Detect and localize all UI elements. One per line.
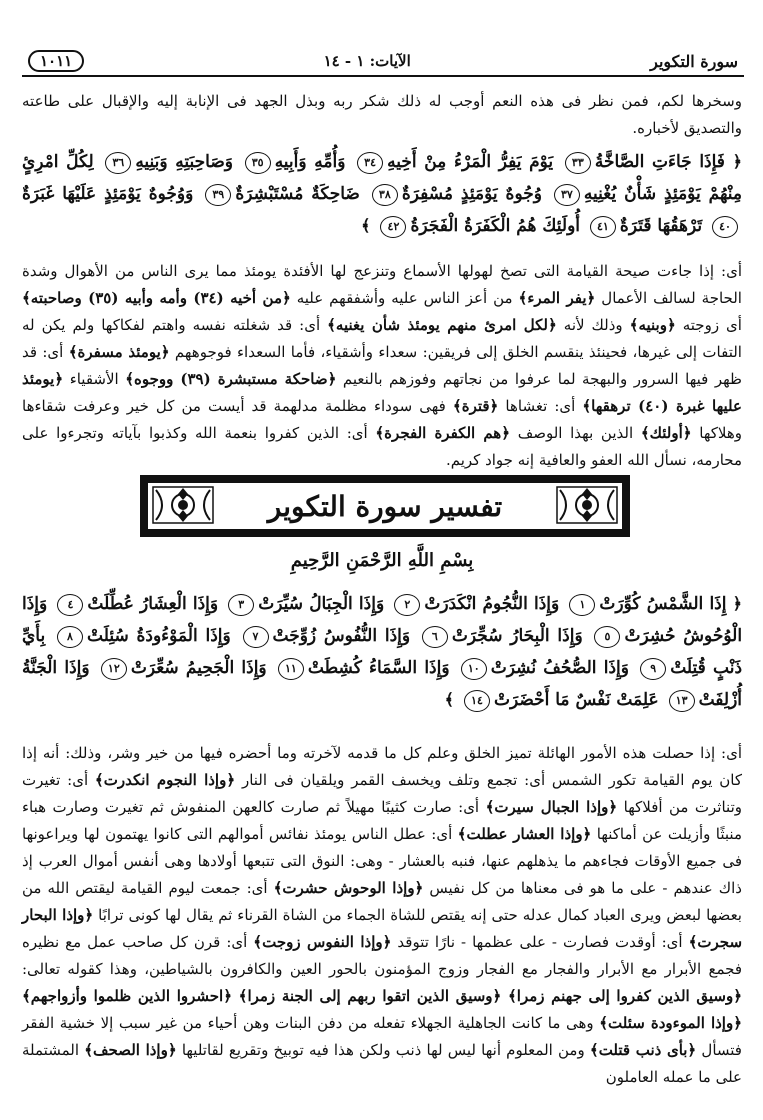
verse-text: يَوْمَ يَفِرُّ الْمَرْءُ مِنْ أَخِيهِ xyxy=(387,152,554,172)
verse-number: ٣٧ xyxy=(554,184,580,206)
intro-paragraph: وسخرها لكم، فمن نظر فى هذه النعم أوجب له ذلك شكر ربه وبذل الجهد فى الإنابة إليه والإقبال على طاعته والتصديق لأخباره. xyxy=(22,92,742,137)
quote: ﴿بأى ذنب قتلت﴾ xyxy=(589,1041,697,1059)
tafsir-text: أى: عطل الناس يومئذ نفائس أموالهم التى كانوا يهتمون لها ويراعونها فى جميع الأوقات فجاءهم ما يذهلهم عنها، فنبه بالعشار - وهى: النوق التى تتبعها أولادها وهى أنفس أموال العرب إذ ذاك عندهم - على ما هو فى معناها من كل نفيس xyxy=(22,825,742,897)
verse-text: وَوُجُوهٌ يَوْمَئِذٍ عَلَيْهَا غَبَرَةٌ xyxy=(22,184,194,204)
abasa-tafsir xyxy=(22,258,742,474)
verse-text: أُولَئِكَ هُمُ الْكَفَرَةُ الْفَجَرَةُ xyxy=(410,216,580,236)
verse-number: ٩ xyxy=(640,658,666,680)
banner-inner xyxy=(146,481,624,531)
quote: ﴿وإذا الصحف﴾ xyxy=(84,1041,177,1059)
verse-text: فَإِذَا جَاءَتِ الصَّاخَّةُ xyxy=(594,152,725,172)
verse-text: وَصَاحِبَتِهِ وَبَنِيهِ xyxy=(135,152,234,172)
verse-text: إِذَا الشَّمْسُ كُوِّرَتْ xyxy=(599,594,727,614)
verse-number: ٣٥ xyxy=(245,152,271,174)
tafsir-text: من أعز الناس عليه وأشفقهم عليه xyxy=(296,289,513,307)
verse-text: وَإِذَا النُّفُوسُ زُوِّجَتْ xyxy=(272,626,411,646)
tafsir-text: أى: صارت كثيبًا مهيلاً ثم صارت كالعهن المنفوش ثم تغيرت وصارت هباء منبثًا وأزيلت عن أماكنها xyxy=(22,798,742,843)
tafsir-text: وذلك لأنه xyxy=(563,316,623,334)
verse-number: ١٤ xyxy=(464,690,490,712)
verse-start-ornament: ﴿ xyxy=(732,594,743,613)
verse-text: وَأُمِّهِ وَأَبِيهِ xyxy=(274,152,346,172)
verse-text: وَإِذَا الْجِبَالُ سُيِّرَتْ xyxy=(258,594,385,614)
verse-number: ٣ xyxy=(228,594,254,616)
takwir-tafsir xyxy=(22,740,742,1091)
verse-number: ٤٢ xyxy=(380,216,406,238)
quote: ﴿وإذا الجبال سيرت﴾ xyxy=(485,798,618,816)
surah-title: تفسير سورة التكوير xyxy=(267,489,503,523)
verse-text: وَإِذَا الْجَحِيمُ سُعِّرَتْ xyxy=(130,658,267,678)
verse-number: ٦ xyxy=(422,626,448,648)
tafsir-text: أى: قد ظهر فيها السرور والبهجة لما عرفوا من نجاتهم وفوزهم بالنعيم xyxy=(22,343,742,388)
quote: ﴿ضاحكة مستبشرة (٣٩) ووجوه﴾ xyxy=(125,370,337,388)
quote: ﴿وإذا الموءودة سئلت﴾ xyxy=(599,1014,742,1032)
tafsir-text: فهى سوداء مظلمة مدلهمة قد أيست من كل خير وعرفت شقاءها وهلاكها xyxy=(22,397,742,442)
quote: ﴿أولئك﴾ xyxy=(640,424,692,442)
verse-text: ضَاحِكَةٌ مُسْتَبْشِرَةٌ xyxy=(235,184,360,204)
verse-number: ٣٩ xyxy=(205,184,231,206)
verse-text: وَإِذَا الْوُحُوشُ حُشِرَتْ xyxy=(22,594,743,646)
quote: ﴿وإذا النفوس زوجت﴾ xyxy=(253,933,392,951)
verse-text: بِأَيِّ ذَنْبٍ قُتِلَتْ xyxy=(22,626,743,678)
tafsir-text: أى: قرن كل صاحب عمل مع نظيره فجمع الأبرار مع الأبرار والفجار مع الفجار وزوج المؤمنون بالحور العين والكافرون بالشياطين، وهذا كقوله تعالى: xyxy=(22,933,742,978)
tafsir-text: أى: تغشاها xyxy=(505,397,576,415)
quote: ﴿يومئذ عليها غبرة (٤٠) ترهقها﴾ xyxy=(22,370,742,415)
quote: ﴿وبنيه﴾ xyxy=(629,316,676,334)
verse-number: ٤ xyxy=(57,594,83,616)
tafsir-text: وهى ما كانت الجاهلية الجهلاء تفعله من دفن البنات وهن أحياء من غير سبب إلا خشية الفقر فتسأل xyxy=(22,1014,742,1059)
tafsir-text: أى: إذا حصلت هذه الأمور الهائلة تميز الخلق وعلم كل ما قدمه لآخرته وما أحضره فيها من خير وشر، وذلك: أنه إذا كان يوم القيامة تكور الشمس أى: تجمع وتلف ويخسف القمر ويلقيان فى النار xyxy=(22,744,742,789)
surah-title-banner xyxy=(140,475,630,537)
verse-number: ٣٨ xyxy=(372,184,398,206)
basmala: بِسْمِ اللَّهِ الرَّحْمَنِ الرَّحِيمِ xyxy=(290,550,474,571)
verse-number: ٨ xyxy=(57,626,83,648)
tafsir-text: أى: قد شغلته نفسه واهتم لفكاكها ولم يكن له التفات إلى غيرها، فحينئذ ينقسم الخلق إلى فريقين: سعداء وأشقياء، فأما السعداء فوجوههم xyxy=(22,316,742,361)
tafsir-text: أى: أوقدت فصارت - على عظمها - نارًا تتوقد xyxy=(397,933,683,951)
verse-text: لِكُلِّ امْرِئٍ مِنْهُمْ يَوْمَئِذٍ شَأْنٌ يُغْنِيهِ xyxy=(22,152,743,204)
verse-text: وَإِذَا الْجَنَّةُ أُزْلِفَتْ xyxy=(22,658,742,710)
quote: ﴿يفر المرء﴾ xyxy=(518,289,596,307)
verse-number: ٤١ xyxy=(590,216,616,238)
tafsir-text: أى: الذين كفروا بنعمة الله وكذبوا بآياته وتجرءوا على محارمه، نسأل الله العفو والعافية إنه جواد كريم. xyxy=(22,424,742,469)
quote: ﴿يومئذ مسفرة﴾ xyxy=(68,343,170,361)
tafsir-text: المشتملة على ما عمله العاملون xyxy=(22,1041,742,1086)
verse-text: وَإِذَا الْعِشَارُ عُطِّلَتْ xyxy=(87,594,219,614)
arabesque-ornament-icon xyxy=(556,486,618,524)
verse-text: وَإِذَا الصُّحُفُ نُشِرَتْ xyxy=(490,658,629,678)
verse-text: تَرْهَقُهَا قَتَرَةٌ xyxy=(619,216,703,236)
tafsir-text: الأشقياء xyxy=(69,370,119,388)
verse-end-ornament: ﴾ xyxy=(444,690,455,709)
quote: ﴿وسيق الذين كفروا إلى جهنم زمرا﴾ ﴿وسيق الذين اتقوا ربهم إلى الجنة زمرا﴾ ﴿احشروا الذين ظلموا وأزواجهم﴾ xyxy=(22,987,742,1005)
verse-text: وَإِذَا الْمَوْءُودَةُ سُئِلَتْ xyxy=(87,626,231,646)
page-header xyxy=(22,47,744,77)
ayat-range: الآيات: ١ - ١٤ xyxy=(323,52,411,70)
verse-number: ٥ xyxy=(594,626,620,648)
takwir-verses xyxy=(22,588,742,716)
verse-number: ١١ xyxy=(278,658,304,680)
verse-number: ٣٣ xyxy=(565,152,591,174)
verse-number: ٢ xyxy=(394,594,420,616)
verse-number: ٣٦ xyxy=(105,152,131,174)
quote: ﴿وإذا النجوم انكدرت﴾ xyxy=(94,771,236,789)
quote: ﴿وإذا العشار عطلت﴾ xyxy=(457,825,592,843)
verse-number: ٧ xyxy=(243,626,269,648)
verse-text: وَإِذَا الْبِحَارُ سُجِّرَتْ xyxy=(451,626,583,646)
verse-text: وَإِذَا النُّجُومُ انْكَدَرَتْ xyxy=(424,594,560,614)
verse-number: ٤٠ xyxy=(712,216,738,238)
tafsir-text: أى زوجته xyxy=(682,316,742,334)
abasa-verses xyxy=(22,146,742,242)
verse-number: ١٠ xyxy=(461,658,487,680)
page-number: ١٠١١ xyxy=(28,50,84,72)
quote: ﴿وإذا البحار سجرت﴾ xyxy=(22,906,743,951)
tafsir-text: أى: تغيرت وتناثرت من أفلاكها xyxy=(22,771,742,816)
verse-text: عَلِمَتْ نَفْسٌ مَا أَحْضَرَتْ xyxy=(493,690,659,710)
verse-text: وَإِذَا السَّمَاءُ كُشِطَتْ xyxy=(307,658,450,678)
tafsir-text: ومن المعلوم أنها ليس لها ذنب ولكن هذا فيه توبيخ وتقريع لقاتليها xyxy=(181,1041,585,1059)
surah-name: سورة التكوير xyxy=(650,51,738,71)
tafsir-text: أى: إذا جاءت صيحة القيامة التى تصخ لهولها الأسماع وتنزعج لها الأفئدة يومئذ مما يرى الناس من الأهوال وشدة الحاجة لسالف الأعمال xyxy=(22,262,742,307)
arabesque-ornament-icon xyxy=(152,486,214,524)
quote: ﴿من أخيه (٣٤) وأمه وأبيه (٣٥) وصاحبته﴾ xyxy=(22,289,291,307)
tafsir-text: الذين بهذا الوصف xyxy=(517,424,634,442)
quote: ﴿وإذا الوحوش حشرت﴾ xyxy=(273,879,424,897)
tafsir-text: أى: جمعت ليوم القيامة ليقتص الله من بعضها لبعض ويرى العباد كمال عدله حتى إنه يقتص للشاة الجماء من الشاة القرناء ثم يقال لها كونى ترابًا xyxy=(22,879,742,924)
verse-start-ornament: ﴿ xyxy=(732,152,742,171)
verse-text: وُجُوهٌ يَوْمَئِذٍ مُسْفِرَةٌ xyxy=(401,184,542,204)
quote: ﴿هم الكفرة الفجرة﴾ xyxy=(375,424,511,442)
quote: ﴿قترة﴾ xyxy=(452,397,499,415)
verse-number: ١٣ xyxy=(669,690,695,712)
verse-end-ornament: ﴾ xyxy=(361,216,371,235)
verse-number: ٣٤ xyxy=(357,152,383,174)
verse-number: ١٢ xyxy=(101,658,127,680)
verse-number: ١ xyxy=(569,594,595,616)
quote: ﴿لكل امرئ منهم يومئذ شأن يغنيه﴾ xyxy=(327,316,557,334)
